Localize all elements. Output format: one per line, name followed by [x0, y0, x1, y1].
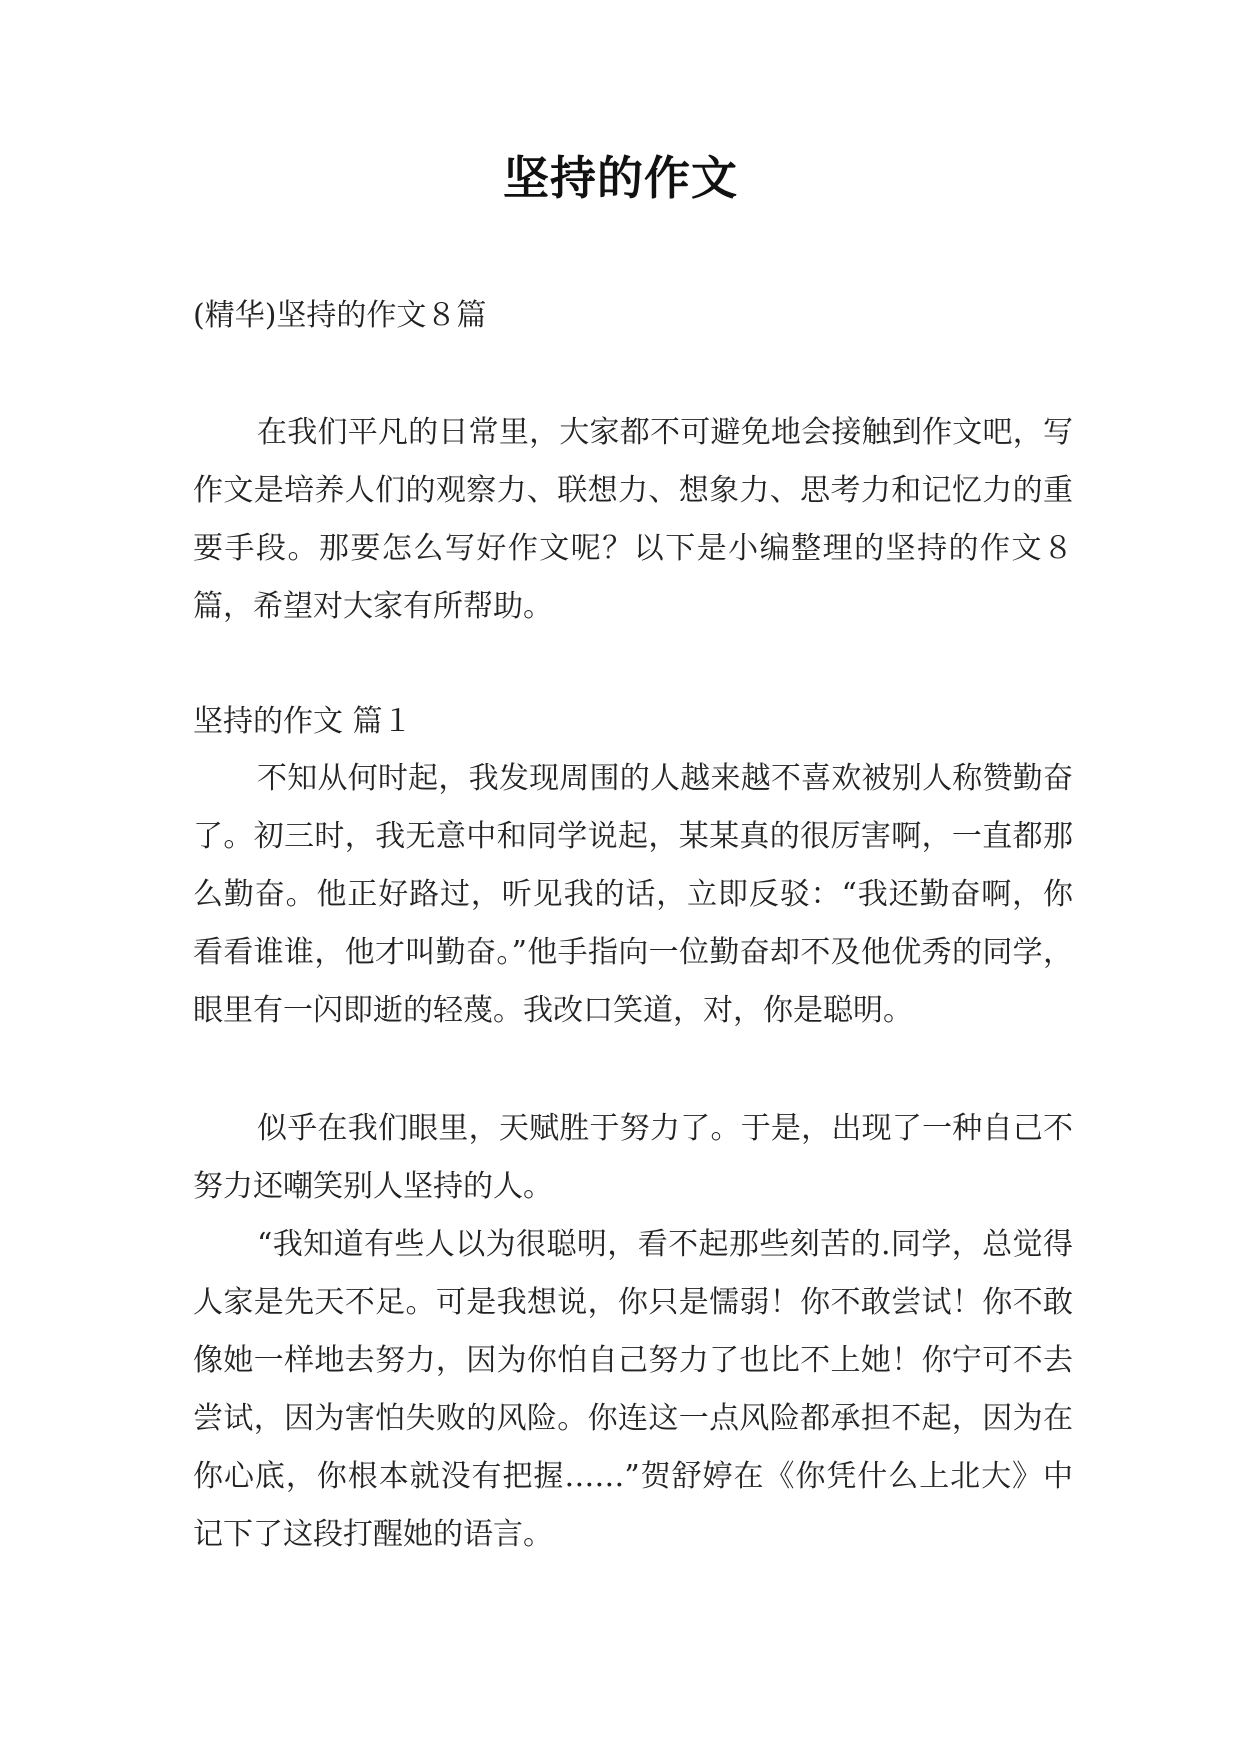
document-subtitle: (精华)坚持的作文８篇 — [193, 298, 487, 333]
intro-paragraph: 在我们平凡的日常里，大家都不可避免地会接触到作文吧，写作文是培养人们的观察力、联想力、想象力、思考力和记忆力的重要手段。那要怎么写好作文呢？以下是小编整理的坚持的作文８篇，希望对大家有所帮助。 — [193, 415, 1073, 624]
body-paragraph: 不知从何时起，我发现周围的人越来越不喜欢被别人称赞勤奋了。初三时，我无意中和同学说起，某某真的很厉害啊，一直都那么勤奋。他正好路过，听见我的话，立即反驳：“我还勤奋啊，你看看谁谁，他才叫勤奋。”他手指向一位勤奋却不及他优秀的同学，眼里有一闪即逝的轻蔑。我改口笑道，对，你是聪明。 — [193, 761, 1073, 1028]
document-title: 坚持的作文 — [503, 151, 738, 205]
section-heading: 坚持的作文 篇１ — [193, 704, 413, 739]
body-paragraph: “我知道有些人以为很聪明，看不起那些刻苦的.同学，总觉得人家是先天不足。可是我想说，你只是懦弱！你不敢尝试！你不敢像她一样地去努力，因为你怕自己努力了也比不上她！你宁可不去尝试，因为害怕失败的风险。你连这一点风险都承担不起，因为在你心底，你根本就没有把握……”贺舒婷在《你凭什么上北大》中记下了这段打醒她的语言。 — [193, 1227, 1073, 1552]
body-paragraph: 似乎在我们眼里，天赋胜于努力了。于是，出现了一种自己不努力还嘲笑别人坚持的人。 — [193, 1111, 1073, 1204]
